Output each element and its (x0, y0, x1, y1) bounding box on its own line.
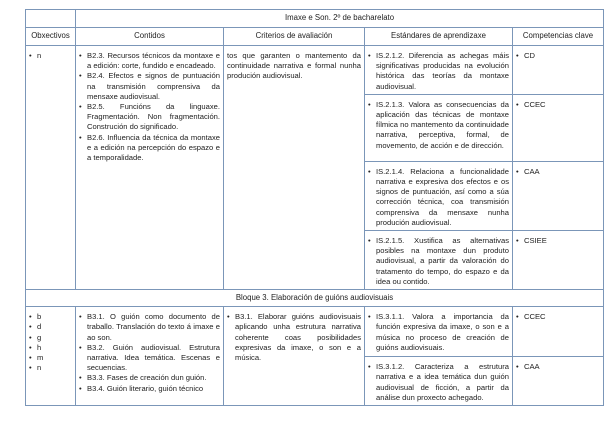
standard-text: • IS.3.1.1. Valora a importancia da función expresiva da imaxe, o son e a música no proceso de creación de guións audiovisuais. (368, 312, 509, 353)
objective-item: • m (29, 353, 72, 363)
standard-item (365, 231, 513, 290)
block2-contents (76, 46, 224, 290)
objective-item: • g (29, 333, 72, 343)
block3-title: Bloque 3. Elaboración de guións audiovisuais (26, 290, 604, 307)
content-item: • B2.4. Efectos e signos de puntuación na transmisión comprensiva da mensaxe audiovisual. (79, 71, 220, 102)
content-item: • B3.1. O guión como documento de traballo. Translación do texto á imaxe e ao son. (79, 312, 220, 343)
competence-code: • CCEC (516, 100, 600, 110)
col-header-standards: Estándares de aprendizaxe (365, 28, 513, 46)
standard-text: • IS.3.1.2. Caracteriza a estrutura narrativa e a idea temática dun guión audiovisual de ficción, a partir da análise dun proxecto achegado. (368, 362, 509, 403)
standard-item (365, 357, 513, 406)
col-header-criteria: Criterios de avaliación (224, 28, 365, 46)
competence-code: • CAA (516, 167, 600, 177)
competence-item (513, 46, 604, 95)
competence-item (513, 161, 604, 230)
col-header-contents: Contidos (76, 28, 224, 46)
competence-code: • CCEC (516, 312, 600, 322)
curriculum-document (25, 9, 603, 406)
content-item: • B2.3. Recursos técnicos da montaxe e a edición: corte, fundido e encadeado. (79, 51, 220, 71)
block2-criteria: tos que garanten o mantemento da continuidade narrativa e formal nunha produción audiovisual. (224, 46, 365, 290)
block3-objectives (26, 307, 76, 406)
col-header-competences: Competencias clave (513, 28, 604, 46)
course-title: Imaxe e Son. 2º de bacharelato (76, 10, 604, 28)
column-header-row (26, 28, 604, 46)
standard-item (365, 46, 513, 95)
standard-text: • IS.2.1.5. Xustifica as alternativas posibles na montaxe dun produto audiovisual, a partir da valoración do tratamento do tempo, do espazo e da idea ou contido. (368, 236, 509, 287)
competence-code: • CD (516, 51, 600, 61)
standard-item (365, 307, 513, 357)
competence-item (513, 307, 604, 357)
standard-item (365, 161, 513, 230)
blank-corner-cell (26, 10, 76, 28)
criterion-item: • B3.1. Elaborar guións audiovisuais aplicando unha estrutura narrativa coherente coas posibilidades expresivas da imaxe, o son e a música. (227, 312, 361, 363)
competence-code: • CSIEE (516, 236, 600, 246)
competence-item (513, 94, 604, 161)
objective-item: • h (29, 343, 72, 353)
competence-item (513, 357, 604, 406)
standard-text: • IS.2.1.3. Valora as consecuencias da aplicación das técnicas de montaxe fílmica no mantemento da continuidade narrativa, perceptiva, formal, de movemento, de acción e de dirección. (368, 100, 509, 151)
standard-text: • IS.2.1.4. Relaciona a funcionalidade narrativa e expresiva dos efectos e os signos de puntuación, así como a súa corrección técnica, coa transmisión comprensiva da mensaxe nunha produción audiovisual. (368, 167, 509, 228)
content-item: • B3.3. Fases de creación dun guión. (79, 373, 220, 383)
objective-item: • n (29, 363, 72, 373)
content-item: • B3.2. Guión audiovisual. Estrutura narrativa. Idea temática. Escenas e secuencias. (79, 343, 220, 374)
content-item: • B3.4. Guión literario, guión técnico (79, 384, 220, 394)
content-item: • B2.6. Influencia da técnica da montaxe e a edición na percepción do espazo e a temporalidade. (79, 133, 220, 164)
curriculum-table (25, 9, 604, 406)
objective-item: • b (29, 312, 72, 322)
competence-code: • CAA (516, 362, 600, 372)
standard-text: • IS.2.1.2. Diferencia as achegas máis significativas producidas na evolución histórica das teorías da montaxe audiovisual. (368, 51, 509, 92)
objective-item: • n (29, 51, 72, 61)
block2-objectives (26, 46, 76, 290)
content-item: • B2.5. Funcións da linguaxe. Fragmentación. Non fragmentación. Construción do significado. (79, 102, 220, 133)
block3-contents (76, 307, 224, 406)
block3-criteria (224, 307, 365, 406)
objective-item: • d (29, 322, 72, 332)
col-header-objectives: Obxectivos (26, 28, 76, 46)
competence-item (513, 231, 604, 290)
standard-item (365, 94, 513, 161)
